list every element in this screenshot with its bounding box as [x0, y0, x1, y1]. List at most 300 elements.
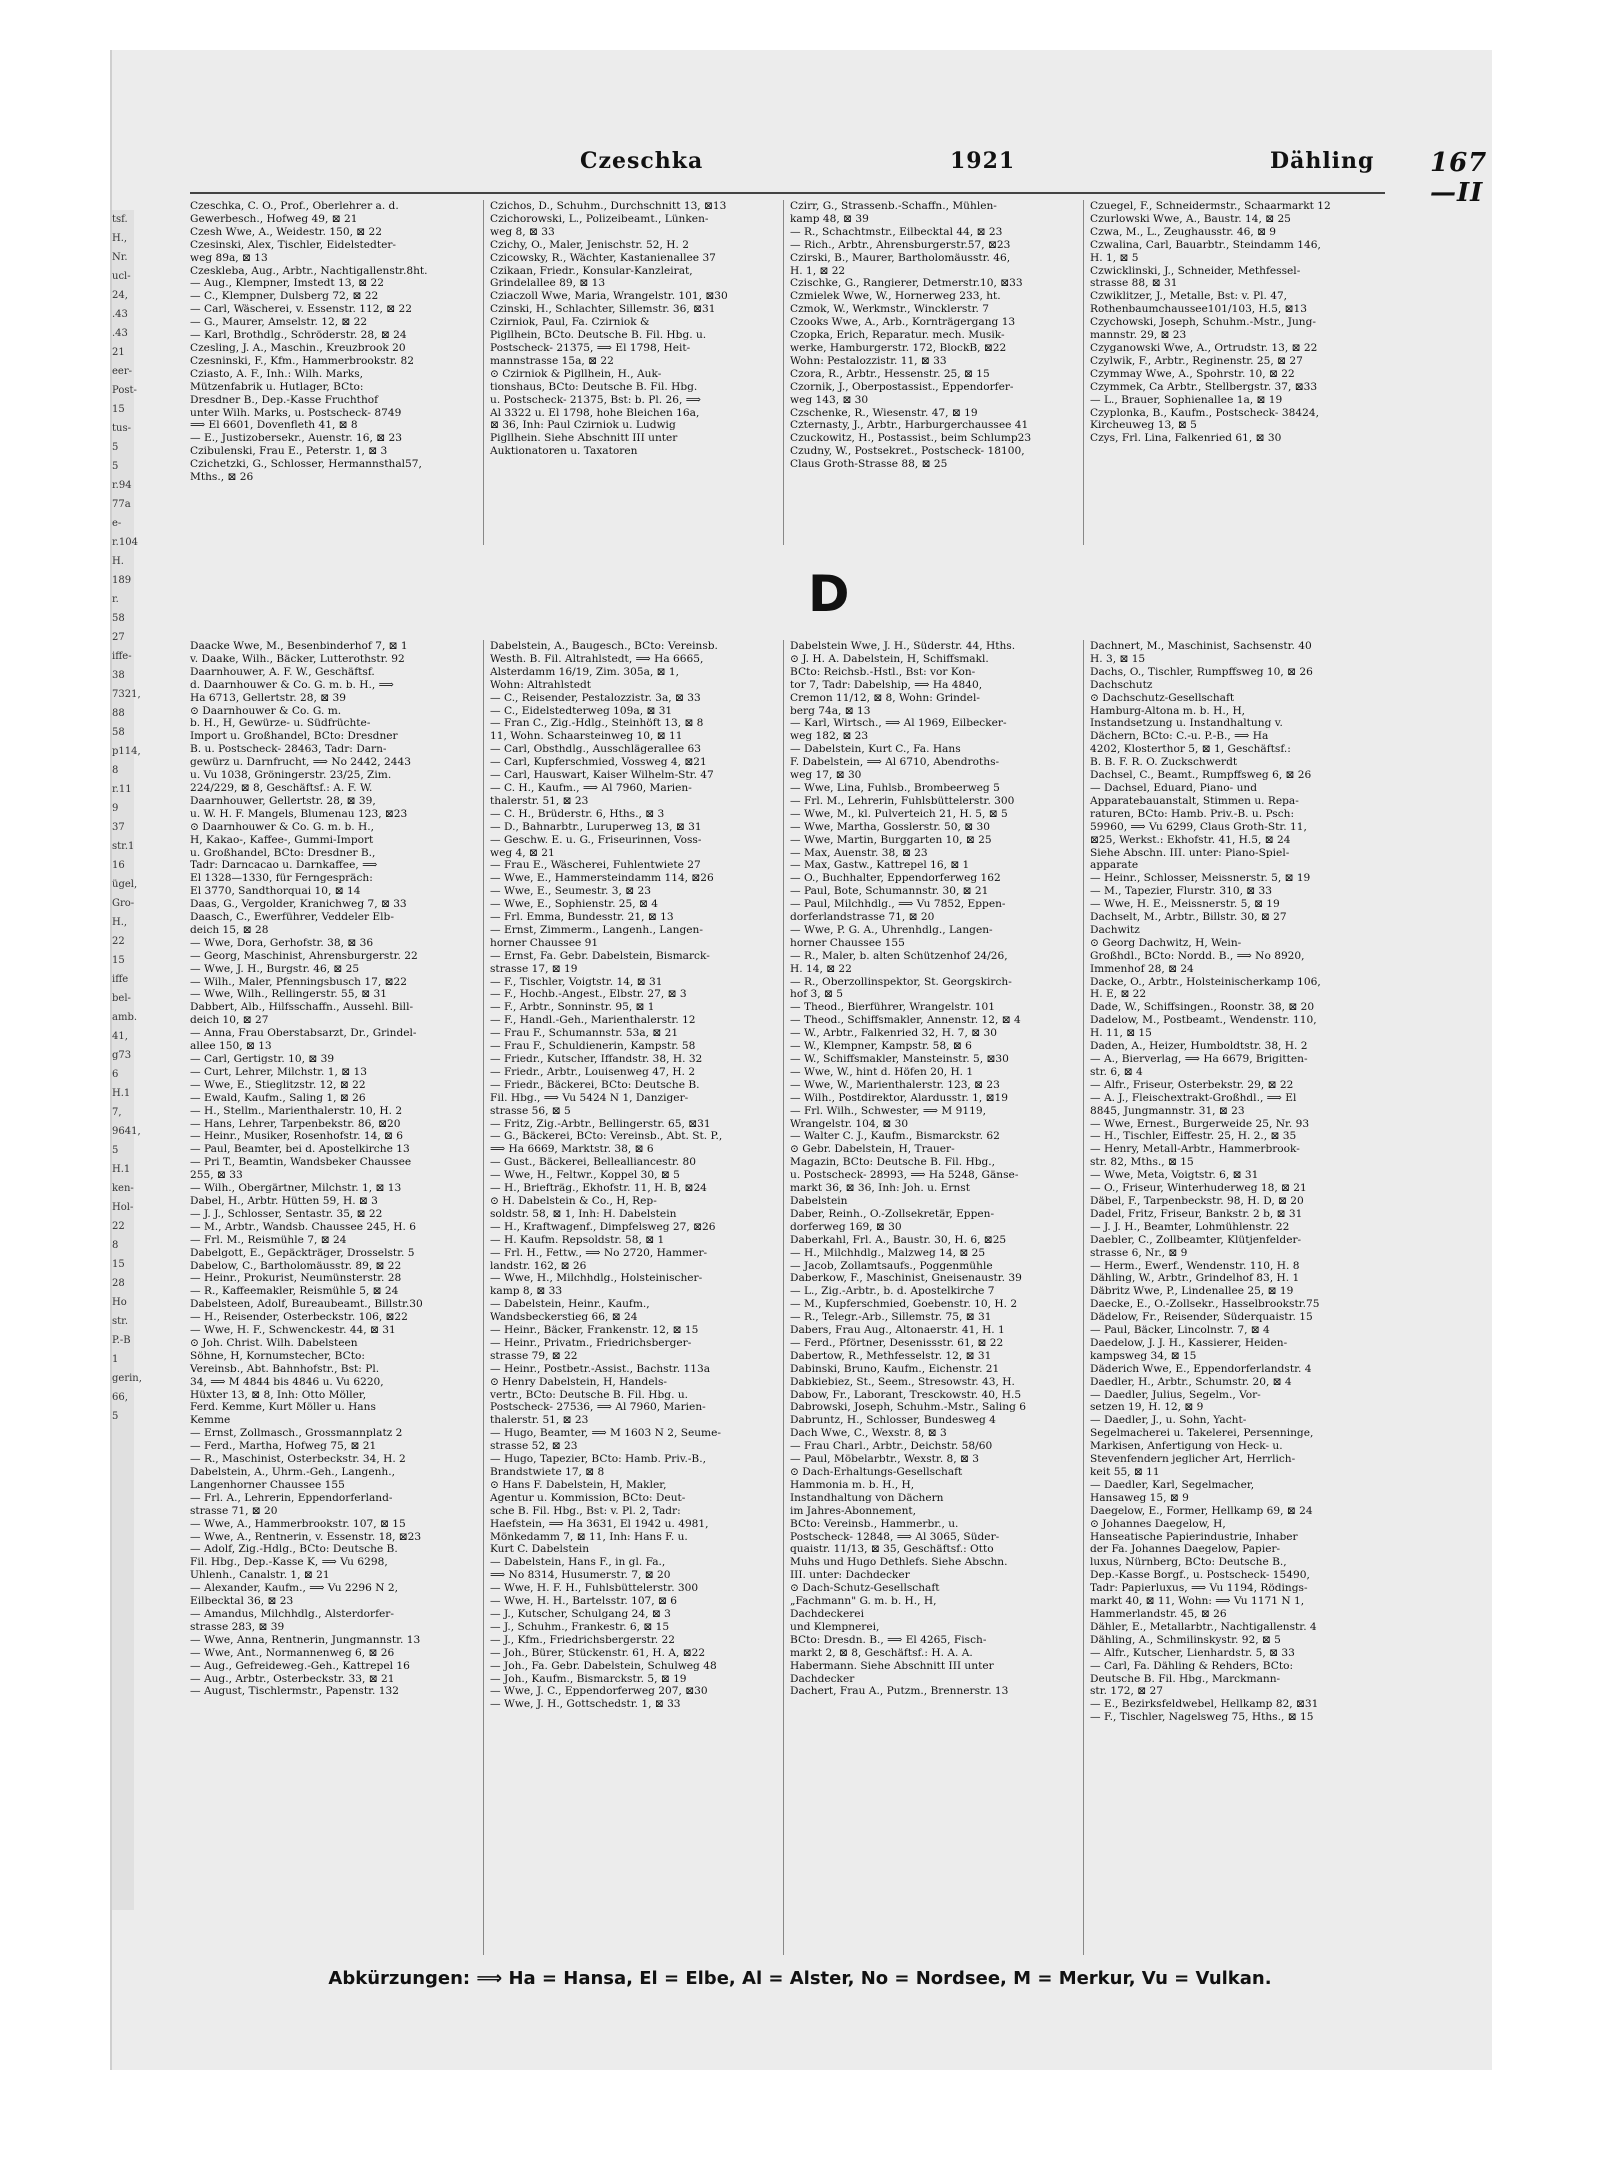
directory-entry-line: Dadelow, M., Postbeamt., Wendenstr. 110, — [1090, 1014, 1317, 1027]
bottom-column-3 — [790, 640, 1075, 1955]
directory-entry-line: H, Kakao-, Kaffee-, Gummi-Import — [190, 833, 374, 846]
directory-entry-line: ⊙ Georg Dachwitz, H, Wein- — [1090, 936, 1242, 949]
directory-entry-line: Wohn: Altrahlstedt — [490, 678, 592, 691]
directory-entry-line: Czesh Wwe, A., Weidestr. 150, ⊠ 22 — [190, 225, 383, 238]
directory-entry-line: ⊙ Gebr. Dabelstein, H, Trauer- — [790, 1143, 955, 1156]
directory-entry-line: — J., Kfm., Friedrichsbergerstr. 22 — [490, 1633, 676, 1646]
directory-entry-line: — F., Tischler, Voigtstr. 14, ⊠ 31 — [490, 975, 663, 988]
directory-entry-line: Czesninski, F., Kfm., Hammerbrookstr. 82 — [190, 354, 414, 367]
directory-entry-line: — O., Friseur, Winterhuderweg 18, ⊠ 21 — [1090, 1182, 1307, 1195]
directory-entry-line: Dähling, A., Schmilinskystr. 92, ⊠ 5 — [1090, 1633, 1281, 1646]
directory-entry-line: strasse 56, ⊠ 5 — [490, 1104, 571, 1117]
directory-entry-line: Siehe Abschn. III. unter: Piano-Spiel- — [1090, 846, 1290, 859]
directory-entry-line: — Daedler, J., u. Sohn, Yacht- — [1090, 1414, 1247, 1427]
directory-entry-line: — Wwe, Ant., Normannenweg 6, ⊠ 26 — [190, 1646, 395, 1659]
directory-entry-line: Czyplonka, B., Kaufm., Postscheck- 38424, — [1090, 406, 1319, 419]
gutter-fragment: amb. — [112, 1012, 138, 1023]
directory-entry-line: — C., Reisender, Pestalozzistr. 3a, ⊠ 33 — [490, 691, 701, 704]
directory-entry-line: B. u. Postscheck- 28463, Tadr: Darn- — [190, 743, 387, 756]
directory-entry-line: — Hugo, Tapezier, BCto: Hamb. Priv.-B., — [490, 1453, 706, 1466]
directory-entry-line: ⊙ Daarnhouwer & Co. G. m. — [190, 704, 342, 717]
directory-entry-line: — Wwe, E., Sophienstr. 25, ⊠ 4 — [490, 898, 659, 911]
directory-entry-line: — Henry, Metall-Arbtr., Hammerbrook- — [1090, 1143, 1300, 1156]
directory-entry-line: Czudny, W., Postsekret., Postscheck- 18100, — [790, 445, 1025, 458]
directory-entry-line: Grindelallee 89, ⊠ 13 — [490, 277, 606, 290]
directory-entry-line: Czyganowski Wwe, A., Ortrudstr. 13, ⊠ 22 — [1090, 341, 1318, 354]
directory-entry-line: F. Dabelstein, ⟹ Al 6710, Abendroths- — [790, 756, 1000, 769]
directory-entry-line: soldstr. 58, ⊠ 1, Inh: H. Dabelstein — [490, 1207, 677, 1220]
directory-entry-line: strasse 283, ⊠ 39 — [190, 1620, 285, 1633]
column-divider — [1083, 200, 1084, 545]
directory-entry-line: Mönkedamm 7, ⊠ 11, Inh: Hans F. u. — [490, 1530, 688, 1543]
directory-entry-line: ⊙ Czirniok & Pigllhein, H., Auk- — [490, 367, 662, 380]
directory-entry-line: Czirski, B., Maurer, Bartholomäusstr. 46, — [790, 251, 1011, 264]
directory-entry-line: Dabelstein Wwe, J. H., Süderstr. 44, Hths. — [790, 640, 1016, 652]
directory-entry-line: — Wwe, Lina, Fuhlsb., Brombeerweg 5 — [790, 781, 1000, 794]
directory-entry-line: Czikaan, Friedr., Konsular-Kanzleirat, — [490, 264, 693, 277]
directory-entry-line: — Alexander, Kaufm., ⟹ Vu 2296 N 2, — [190, 1582, 398, 1595]
directory-entry-line: — Wwe, Wilh., Rellingerstr. 55, ⊠ 31 — [190, 988, 387, 1001]
directory-entry-line: BCto: Reichsb.-Hstl., Bst: vor Kon- — [790, 665, 976, 678]
directory-entry-line: Großhdl., BCto: Nordd. B., ⟹ No 8920, — [1090, 949, 1305, 962]
directory-entry-line: — Ferd., Martha, Hofweg 75, ⊠ 21 — [190, 1440, 377, 1453]
directory-entry-line: — F., Arbtr., Sonninstr. 95, ⊠ 1 — [490, 1001, 655, 1014]
directory-entry-line: ⟹ El 6601, Dovenfleth 41, ⊠ 8 — [190, 419, 358, 432]
top-column-4 — [1090, 200, 1375, 545]
gutter-fragment: .43 — [112, 328, 128, 339]
directory-entry-line: Czichy, O., Maler, Jenischstr. 52, H. 2 — [490, 238, 689, 251]
directory-entry-line: Ha 6713, Gellertstr. 28, ⊠ 39 — [190, 691, 346, 704]
gutter-fragment: str.1 — [112, 841, 135, 852]
directory-entry-line: Al 3322 u. El 1798, hohe Bleichen 16a, — [490, 406, 700, 419]
directory-entry-line: — Heinr., Musiker, Rosenhofstr. 14, ⊠ 6 — [190, 1130, 404, 1143]
directory-entry-line: 255, ⊠ 33 — [190, 1169, 243, 1182]
directory-entry-line: — Wwe, P. G. A., Uhrenhdlg., Langen- — [790, 923, 993, 936]
gutter-fragment: 58 — [112, 727, 125, 738]
directory-entry-line: H. 1, ⊠ 22 — [790, 264, 846, 277]
directory-entry-line: Hamburg-Altona m. b. H., H, — [1090, 704, 1246, 717]
directory-entry-line: — Carl, Kupferschmied, Vossweg 4, ⊠21 — [490, 756, 707, 769]
directory-entry-line: Dachschutz — [1090, 678, 1153, 691]
directory-entry-line: Dähler, E., Metallarbtr., Nachtigallenstr. 4 — [1090, 1620, 1317, 1633]
gutter-fragment: 15 — [112, 1259, 125, 1270]
directory-entry-line: gewürz u. Darnfrucht, ⟹ No 2442, 2443 — [190, 756, 411, 769]
directory-entry-line: — F., Handl.-Geh., Marienthalerstr. 12 — [490, 1014, 696, 1027]
directory-entry-line: Wrangelstr. 104, ⊠ 30 — [790, 1117, 909, 1130]
gutter-fragment: H. — [112, 556, 124, 567]
directory-entry-line: ⊙ Henry Dabelstein, H, Handels- — [490, 1375, 667, 1388]
directory-entry-line: — Frau F., Schuldienerin, Kampstr. 58 — [490, 1040, 696, 1053]
directory-entry-line: — Wwe, H. F. H., Fuhlsbüttelerstr. 300 — [490, 1582, 699, 1595]
directory-entry-line: — Frl. A., Lehrerin, Eppendorferland- — [190, 1491, 393, 1504]
directory-entry-line: — D., Bahnarbtr., Luruperweg 13, ⊠ 31 — [490, 820, 702, 833]
directory-entry-line: ⊙ Hans F. Dabelstein, H, Makler, — [490, 1478, 667, 1491]
directory-entry-line: Daberkahl, Frl. A., Baustr. 30, H. 6, ⊠25 — [790, 1233, 1007, 1246]
directory-entry-line: Dabinski, Bruno, Kaufm., Eichenstr. 21 — [790, 1362, 1000, 1375]
directory-entry-line: — Friedr., Kutscher, Iffandstr. 38, H. 32 — [490, 1053, 703, 1065]
directory-entry-line: ⊙ Dachschutz-Gesellschaft — [1090, 691, 1235, 704]
directory-entry-line: 11, Wohn. Schaarsteinweg 10, ⊠ 11 — [490, 730, 683, 743]
directory-entry-line: Muhs und Hugo Dethlefs. Siehe Abschn. — [790, 1556, 1008, 1569]
directory-entry-line: Fil. Hbg., ⟹ Vu 5424 N 1, Danziger- — [490, 1091, 689, 1104]
gutter-fragment: 37 — [112, 822, 125, 833]
directory-entry-line: — H., Milchhdlg., Malzweg 14, ⊠ 25 — [790, 1246, 986, 1259]
directory-entry-line: Rothenbaumchaussee101/103, H.5, ⊠13 — [1090, 303, 1307, 316]
directory-entry-line: Langenhorner Chaussee 155 — [190, 1478, 345, 1491]
directory-entry-line: — Theod., Schiffsmakler, Annenstr. 12, ⊠ 4 — [790, 1014, 1021, 1027]
directory-entry-line: str. 172, ⊠ 27 — [1090, 1685, 1164, 1698]
directory-entry-line: — Wwe, J. H., Gottschedstr. 1, ⊠ 33 — [490, 1698, 681, 1711]
directory-entry-line: Pigllhein. Siehe Abschnitt III unter — [490, 432, 678, 445]
directory-entry-line: ⊙ Daarnhouwer & Co. G. m. b. H., — [190, 820, 374, 833]
directory-entry-line: Instandhaltung von Dächern — [790, 1491, 944, 1504]
directory-entry-line: Dachs, O., Tischler, Rumpffsweg 10, ⊠ 26 — [1090, 665, 1313, 678]
directory-entry-line: ⊙ Dach-Schutz-Gesellschaft — [790, 1582, 940, 1595]
directory-entry-line: Postscheck- 27536, ⟹ Al 7960, Marien- — [490, 1401, 706, 1414]
directory-entry-line: — Frau F., Schumannstr. 53a, ⊠ 21 — [490, 1027, 679, 1040]
directory-entry-line: Czesling, J. A., Maschin., Kreuzbrook 20 — [190, 341, 406, 354]
directory-entry-line: Gewerbesch., Hofweg 49, ⊠ 21 — [190, 212, 358, 225]
gutter-fragment: 5 — [112, 1411, 119, 1422]
gutter-fragment: 66, — [112, 1392, 128, 1403]
gutter-fragment: str. — [112, 1316, 129, 1327]
gutter-fragment: g73 — [112, 1050, 132, 1061]
directory-entry-line: Kurt C. Dabelstein — [490, 1543, 590, 1556]
header-year: 1921 — [950, 148, 1016, 174]
directory-entry-line: Czora, R., Arbtr., Hessenstr. 25, ⊠ 15 — [790, 367, 990, 380]
directory-entry-line: Dachsel, C., Beamt., Rumpffsweg 6, ⊠ 26 — [1090, 769, 1312, 782]
directory-entry-line: — R., Schachtmstr., Eilbecktal 44, ⊠ 23 — [790, 225, 1003, 238]
directory-entry-line: — Wwe, Anna, Rentnerin, Jungmannstr. 13 — [190, 1633, 421, 1646]
gutter-fragment: H.1 — [112, 1164, 131, 1175]
directory-entry-line: markt 36, ⊠ 36, Inh: Joh. u. Ernst — [790, 1182, 970, 1195]
directory-entry-line: — Wilh., Maler, Pfenningsbusch 17, ⊠22 — [190, 975, 407, 988]
gutter-fragment: e- — [112, 518, 122, 529]
gutter-fragment: 5 — [112, 1145, 119, 1156]
directory-entry-line: H. E, ⊠ 22 — [1090, 988, 1147, 1001]
directory-entry-line: Dähling, W., Arbtr., Grindelhof 83, H. 1 — [1090, 1272, 1300, 1285]
gutter-fragment: 22 — [112, 936, 125, 947]
directory-entry-line: strasse 52, ⊠ 23 — [490, 1440, 578, 1453]
directory-entry-line: — Wwe, Meta, Voigtstr. 6, ⊠ 31 — [1090, 1169, 1259, 1182]
gutter-fragment: ken- — [112, 1183, 134, 1194]
directory-entry-line: Czmielek Wwe, W., Hornerweg 233, ht. — [790, 290, 1001, 303]
directory-entry-line: — Frau E., Wäscherei, Fuhlentwiete 27 — [490, 859, 701, 872]
directory-entry-line: BCto: Dresdn. B., ⟹ El 4265, Fisch- — [790, 1633, 987, 1646]
directory-entry-line: — R., Telegr.-Arb., Sillemstr. 75, ⊠ 31 — [790, 1311, 992, 1324]
directory-entry-line: — Jacob, Zollamtsaufs., Poggenmühle — [790, 1259, 993, 1272]
directory-entry-line: — Frl. H., Fettw., ⟹ No 2720, Hammer- — [490, 1246, 708, 1259]
top-section — [190, 200, 1385, 545]
gutter-fragment: 77a — [112, 499, 131, 510]
directory-entry-line: Daecke, E., O.-Zollsekr., Hasselbrookstr.75 — [1090, 1298, 1320, 1311]
directory-entry-line: Czuckowitz, H., Postassist., beim Schlump23 — [790, 432, 1032, 445]
directory-entry-line: Daarnhouwer, A. F. W., Geschäftsf. — [190, 665, 375, 678]
directory-entry-line: mannstr. 29, ⊠ 23 — [1090, 329, 1187, 342]
directory-entry-line: Daas, G., Vergolder, Kranichweg 7, ⊠ 33 — [190, 898, 407, 911]
directory-entry-line: weg 89a, ⊠ 13 — [190, 251, 268, 264]
directory-entry-line: Postscheck- 12848, ⟹ Al 3065, Süder- — [790, 1530, 1000, 1543]
directory-entry-line: tor 7, Tadr: Dabelship, ⟹ Ha 4840, — [790, 678, 983, 691]
directory-entry-line: weg 182, ⊠ 23 — [790, 730, 869, 743]
gutter-fragment: 9641, — [112, 1126, 141, 1137]
directory-entry-line: Daarnhouwer, Gellertstr. 28, ⊠ 39, — [190, 794, 376, 807]
directory-entry-line: Eilbecktal 36, ⊠ 23 — [190, 1595, 294, 1608]
directory-entry-line: Hansaweg 15, ⊠ 9 — [1090, 1491, 1189, 1504]
directory-entry-line: — Wwe, Dora, Gerhofstr. 38, ⊠ 36 — [190, 936, 374, 949]
directory-entry-line: deich 10, ⊠ 27 — [190, 1014, 269, 1027]
directory-entry-line: — Theod., Bierführer, Wrangelstr. 101 — [790, 1001, 996, 1014]
column-divider — [483, 640, 484, 1955]
directory-entry-line: H. 1, ⊠ 5 — [1090, 251, 1139, 264]
directory-entry-line: — Max, Gastw., Kattrepel 16, ⊠ 1 — [790, 859, 970, 872]
directory-entry-line: — C. H., Kaufm., ⟹ Al 7960, Marien- — [490, 781, 692, 794]
directory-entry-line: Segelmacherei u. Takelerei, Persenninge, — [1090, 1427, 1314, 1440]
directory-entry-line: Cremon 11/12, ⊠ 8, Wohn: Grindel- — [790, 691, 980, 704]
directory-entry-line: Markisen, Anfertigung von Heck- u. — [1090, 1440, 1283, 1453]
gutter-fragment: 189 — [112, 575, 132, 586]
directory-entry-line: — Carl, Fa. Dähling & Rehders, BCto: — [1090, 1659, 1294, 1672]
directory-entry-line: vertr., BCto: Deutsche B. Fil. Hbg. u. — [490, 1388, 689, 1401]
directory-entry-line: — Aug., Klempner, Imstedt 13, ⊠ 22 — [190, 277, 384, 290]
directory-entry-line: — Wwe, W., Marienthalerstr. 123, ⊠ 23 — [790, 1078, 1000, 1091]
directory-entry-line: weg 143, ⊠ 30 — [790, 393, 869, 406]
directory-entry-line: — Karl, Brothdlg., Schröderstr. 28, ⊠ 24 — [190, 329, 407, 342]
directory-entry-line: — R., Maler, b. alten Schützenhof 24/26, — [790, 949, 1008, 962]
directory-entry-line: — H., Briefträg., Ekhofstr. 11, H. B, ⊠24 — [490, 1182, 707, 1195]
gutter-fragment: 5 — [112, 461, 119, 472]
directory-entry-line: — Wwe, Martha, Gosslerstr. 50, ⊠ 30 — [790, 820, 990, 833]
directory-entry-line: — Geschw. E. u. G., Friseurinnen, Voss- — [490, 833, 702, 846]
directory-entry-line: Czirr, G., Strassenb.-Schaffn., Mühlen- — [790, 200, 997, 212]
directory-entry-line: — Wwe, H. E., Meissnerstr. 5, ⊠ 19 — [1090, 898, 1280, 911]
directory-entry-line: — Daedler, Julius, Segelm., Vor- — [1090, 1388, 1261, 1401]
directory-entry-line: — Ferd., Pförtner, Desenissstr. 61, ⊠ 22 — [790, 1336, 1004, 1349]
gutter-fragment: Ho — [112, 1297, 127, 1308]
directory-entry-line: ⊙ J. H. A. Dabelstein, H, Schiffsmakl. — [790, 652, 989, 665]
directory-entry-line: strasse 6, Nr., ⊠ 9 — [1090, 1246, 1188, 1259]
directory-entry-line: — J., Schuhm., Frankestr. 6, ⊠ 15 — [490, 1620, 670, 1633]
directory-entry-line: — M., Arbtr., Wandsb. Chaussee 245, H. 6 — [190, 1220, 417, 1233]
directory-entry-line: Dabelstein, A., Uhrm.-Geh., Langenh., — [190, 1466, 395, 1478]
directory-entry-line: — G., Maurer, Amselstr. 12, ⊠ 22 — [190, 316, 368, 329]
directory-entry-line: — Ernst, Fa. Gebr. Dabelstein, Bismarck- — [490, 949, 710, 962]
directory-entry-line: BCto: Vereinsb., Hammerbr., u. — [790, 1517, 959, 1530]
directory-entry-line: — Wwe, M., kl. Pulverteich 21, H. 5, ⊠ 5 — [790, 807, 1008, 820]
directory-entry-line: Czymmay Wwe, A., Spohrstr. 10, ⊠ 22 — [1090, 367, 1295, 380]
directory-entry-line: — Wwe, A., Rentnerin, v. Essenstr. 18, ⊠23 — [190, 1530, 422, 1543]
gutter-fragment: Gro- — [112, 898, 135, 909]
directory-entry-line: — Frl. M., Lehrerin, Fuhlsbüttelerstr. 300 — [790, 794, 1015, 807]
directory-entry-line: Kircheuweg 13, ⊠ 5 — [1090, 419, 1197, 432]
directory-entry-line: — O., Buchhalter, Eppendorferweg 162 — [790, 872, 1001, 885]
directory-entry-line: kamp 48, ⊠ 39 — [790, 212, 869, 225]
directory-entry-line: Dabelow, C., Bartholomäusstr. 89, ⊠ 22 — [190, 1259, 402, 1272]
directory-entry-line: — Heinr., Bäcker, Frankenstr. 12, ⊠ 15 — [490, 1324, 699, 1337]
directory-entry-line: ⊙ H. Dabelstein & Co., H, Rep- — [490, 1194, 657, 1207]
directory-entry-line: hof 3, ⊠ 5 — [790, 988, 843, 1001]
gutter-fragment: r. — [112, 594, 119, 605]
directory-entry-line: — R., Maschinist, Osterbeckstr. 34, H. 2 — [190, 1453, 406, 1466]
gutter-fragment: 22 — [112, 1221, 125, 1232]
directory-entry-line: horner Chaussee 155 — [790, 936, 905, 949]
directory-entry-line: — Hans, Lehrer, Tarpenbekstr. 86, ⊠20 — [190, 1117, 401, 1130]
directory-entry-line: ⟹ No 8314, Husumerstr. 7, ⊠ 20 — [490, 1569, 671, 1582]
directory-entry-line: Tadr: Papierluxus, ⟹ Vu 1194, Rödings- — [1090, 1582, 1308, 1595]
directory-entry-line: Czichos, D., Schuhm., Durchschnitt 13, ⊠13 — [490, 200, 727, 212]
directory-entry-line: u. Postscheck- 21375, Bst: b. Pl. 26, ⟹ — [490, 393, 701, 406]
directory-entry-line: Czurlowski Wwe, A., Baustr. 14, ⊠ 25 — [1090, 212, 1291, 225]
directory-entry-line: Dabow, Fr., Laborant, Tresckowstr. 40, H.5 — [790, 1388, 1022, 1401]
gutter-fragment: 21 — [112, 347, 125, 358]
directory-entry-line: Czternasty, J., Arbtr., Harburgerchaussee 41 — [790, 419, 1029, 432]
directory-entry-line: — Wwe, E., Seumestr. 3, ⊠ 23 — [490, 885, 651, 898]
gutter-fragment: 41, — [112, 1031, 128, 1042]
directory-entry-line: — Paul, Beamter, bei d. Apostelkirche 13 — [190, 1143, 410, 1156]
directory-entry-line: H. 3, ⊠ 15 — [1090, 652, 1146, 665]
directory-entry-line: — Carl, Hauswart, Kaiser Wilhelm-Str. 47 — [490, 769, 714, 782]
section-letter: D — [808, 565, 850, 623]
directory-entry-line: Däbritz Wwe, P., Lindenallee 25, ⊠ 19 — [1090, 1285, 1294, 1298]
directory-entry-line: — Wwe, A., Hammerbrookstr. 107, ⊠ 15 — [190, 1517, 406, 1530]
directory-entry-line: Daasch, C., Ewerführer, Veddeler Elb- — [190, 911, 394, 924]
directory-entry-line: Dachwitz — [1090, 923, 1140, 936]
directory-entry-line: Czys, Frl. Lina, Falkenried 61, ⊠ 30 — [1090, 432, 1282, 445]
directory-entry-line: 4202, Klosterthor 5, ⊠ 1, Geschäftsf.: — [1090, 743, 1291, 756]
directory-entry-line: — Wilh., Postdirektor, Alardusstr. 1, ⊠19 — [790, 1091, 1008, 1104]
directory-entry-line: kampsweg 34, ⊠ 15 — [1090, 1349, 1197, 1362]
directory-entry-line: — E., Bezirksfeldwebel, Hellkamp 82, ⊠31 — [1090, 1698, 1319, 1711]
directory-entry-line: Czeschka, C. O., Prof., Oberlehrer a. d. — [190, 200, 399, 212]
directory-entry-line: — Frl. Wilh., Schwester, ⟹ M 9119, — [790, 1104, 986, 1117]
directory-entry-line: — Frau Charl., Arbtr., Deichstr. 58/60 — [790, 1440, 993, 1453]
directory-entry-line: d. Daarnhouwer & Co. G. m. b. H., ⟹ — [190, 678, 394, 691]
directory-entry-line: Haefstein, ⟹ Ha 3631, El 1942 u. 4981, — [490, 1517, 709, 1530]
directory-entry-line: — R., Kaffeemakler, Reismühle 5, ⊠ 24 — [190, 1285, 399, 1298]
directory-entry-line: Czicowsky, R., Wächter, Kastanienallee 37 — [490, 251, 716, 264]
directory-entry-line: berg 74a, ⊠ 13 — [790, 704, 871, 717]
directory-entry-line: Mths., ⊠ 26 — [190, 471, 254, 484]
directory-entry-line: B. B. F. R. O. Zuckschwerdt — [1090, 756, 1238, 769]
directory-entry-line: — A. J., Fleischextrakt-Großhdl., ⟹ El — [1090, 1091, 1297, 1104]
directory-entry-line: — Wwe, E., Stieglitzstr. 12, ⊠ 22 — [190, 1078, 366, 1091]
directory-entry-line: — Frl. M., Reismühle 7, ⊠ 24 — [190, 1233, 347, 1246]
header-rule — [190, 192, 1385, 194]
directory-entry-line: — Gust., Bäckerei, Bellealliancestr. 80 — [490, 1156, 696, 1169]
gutter-fragment: 1 — [112, 1354, 119, 1365]
gutter-fragment: 8 — [112, 1240, 119, 1251]
directory-entry-line: setzen 19, H. 12, ⊠ 9 — [1090, 1401, 1204, 1414]
directory-entry-line: str. 6, ⊠ 4 — [1090, 1065, 1143, 1078]
directory-entry-line: — Pri T., Beamtin, Wandsbeker Chaussee — [190, 1156, 412, 1169]
gutter-fragment: 7321, — [112, 689, 141, 700]
directory-entry-line: Mützenfabrik u. Hutlager, BCto: — [190, 380, 364, 393]
directory-entry-line: — Hugo, Beamter, ⟹ M 1603 N 2, Seume- — [490, 1427, 721, 1440]
directory-entry-line: — Wwe, Ernest., Burgerweide 25, Nr. 93 — [1090, 1117, 1310, 1130]
page-number: 167—II — [1430, 148, 1488, 208]
directory-entry-line: — Wilh., Obergärtner, Milchstr. 1, ⊠ 13 — [190, 1182, 402, 1195]
gutter-fragment: 6 — [112, 1069, 119, 1080]
directory-entry-line: b. H., H, Gewürze- u. Südfrüchte- — [190, 717, 371, 730]
directory-entry-line: sche B. Fil. Hbg., Bst: v. Pl. 2, Tadr: — [490, 1504, 681, 1517]
directory-entry-line: — Paul, Möbelarbtr., Wexstr. 8, ⊠ 3 — [790, 1453, 980, 1466]
directory-entry-line: — F., Tischler, Nagelsweg 75, Hths., ⊠ 15 — [1090, 1711, 1314, 1724]
directory-entry-line: Czirniok, Paul, Fa. Czirniok & — [490, 316, 650, 329]
directory-entry-line: — Friedr., Bäckerei, BCto: Deutsche B. — [490, 1078, 700, 1091]
directory-entry-line: Dachdecker — [790, 1672, 855, 1685]
abbreviations-footer: Abkürzungen: ⟹ Ha = Hansa, El = Elbe, Al = Alster, No = Nordsee, M = Merkur, Vu = Vulkan. — [328, 1968, 1272, 1989]
gutter-fragment: Post- — [112, 385, 137, 396]
directory-entry-line: ⊙ Dach-Erhaltungs-Gesellschaft — [790, 1466, 963, 1478]
directory-entry-line: Dabers, Frau Aug., Altonaerstr. 41, H. 1 — [790, 1324, 1005, 1337]
directory-entry-line: werke, Hamburgerstr. 172, BlockB, ⊠22 — [790, 341, 1007, 354]
directory-entry-line: u. Postscheck- 28993, ⟹ Ha 5248, Gänse- — [790, 1169, 1019, 1182]
directory-entry-line: — L., Brauer, Sophienallee 1a, ⊠ 19 — [1090, 393, 1283, 406]
directory-entry-line: Dabrowski, Joseph, Schuhm.-Mstr., Saling 6 — [790, 1401, 1027, 1414]
directory-entry-line: — Alfr., Kutscher, Lienhardstr. 5, ⊠ 33 — [1090, 1646, 1295, 1659]
directory-entry-line: — W., Schiffsmakler, Mansteinstr. 5, ⊠30 — [790, 1053, 1009, 1065]
directory-entry-line: H. 11, ⊠ 15 — [1090, 1027, 1152, 1040]
directory-entry-line: Czwalina, Carl, Bauarbtr., Steindamm 146, — [1090, 238, 1321, 251]
directory-entry-line: keit 55, ⊠ 11 — [1090, 1466, 1160, 1478]
directory-entry-line: — Anna, Frau Oberstabsarzt, Dr., Grindel- — [190, 1027, 417, 1040]
directory-entry-line: — Heinr., Postbetr.-Assist., Bachstr. 113a — [490, 1362, 711, 1375]
directory-entry-line: — G., Bäckerei, BCto: Vereinsb., Abt. St. P., — [490, 1130, 723, 1143]
directory-entry-line: Dadel, Fritz, Friseur, Bankstr. 2 b, ⊠ 31 — [1090, 1207, 1303, 1220]
directory-entry-line: — E., Justizobersekr., Auenstr. 16, ⊠ 23 — [190, 432, 402, 445]
directory-entry-line: — J., Kutscher, Schulgang 24, ⊠ 3 — [490, 1607, 671, 1620]
directory-entry-line: — Ernst, Zimmerm., Langenh., Langen- — [490, 923, 703, 936]
directory-entry-line: Czooks Wwe, A., Arb., Kornträgergang 13 — [790, 316, 1016, 329]
directory-entry-line: weg 4, ⊠ 21 — [490, 846, 555, 859]
directory-entry-line: — H., Reisender, Osterbeckstr. 106, ⊠22 — [190, 1311, 408, 1324]
directory-entry-line: — Ewald, Kaufm., Saling 1, ⊠ 26 — [190, 1091, 366, 1104]
directory-entry-line: — M., Kupferschmied, Goebenstr. 10, H. 2 — [790, 1298, 1018, 1311]
directory-entry-line: Claus Groth-Strasse 88, ⊠ 25 — [790, 458, 948, 471]
directory-entry-line: — Aug., Arbtr., Osterbeckstr. 33, ⊠ 21 — [190, 1672, 395, 1685]
directory-entry-line: Pigllhein, BCto. Deutsche B. Fil. Hbg. u. — [490, 329, 707, 342]
directory-entry-line: — J. J., Schlosser, Sentastr. 35, ⊠ 22 — [190, 1207, 383, 1220]
gutter-fragment: iffe- — [112, 651, 132, 662]
directory-entry-line: — Friedr., Arbtr., Louisenweg 47, H. 2 — [490, 1065, 696, 1078]
directory-entry-line: Czopka, Erich, Reparatur. mech. Musik- — [790, 329, 1005, 342]
column-divider — [1083, 640, 1084, 1955]
directory-entry-line: der Fa. Johannes Daegelow, Papier- — [1090, 1543, 1281, 1556]
directory-entry-line: El 1328—1330, für Ferngespräch: — [190, 872, 373, 885]
directory-entry-line: — Rich., Arbtr., Ahrensburgerstr.57, ⊠23 — [790, 238, 1011, 251]
header-right: Dähling — [1270, 148, 1375, 174]
directory-entry-line: Daberkow, F., Maschinist, Gneisenaustr. 39 — [790, 1272, 1022, 1285]
directory-entry-line: Dabkiebiez, St., Seem., Stresowstr. 43, H. — [790, 1375, 1015, 1388]
directory-entry-line: Kemme — [190, 1414, 231, 1427]
directory-entry-line: Hüxter 13, ⊠ 8, Inh: Otto Möller, — [190, 1388, 367, 1401]
directory-entry-line: Alsterdamm 16/19, Zim. 305a, ⊠ 1, — [490, 665, 680, 678]
directory-entry-line: thalerstr. 51, ⊠ 23 — [490, 794, 589, 807]
directory-entry-line: Dabel, H., Arbtr. Hütten 59, H. ⊠ 3 — [190, 1194, 378, 1207]
directory-entry-line: „Fachmann" G. m. b. H., H, — [790, 1595, 937, 1608]
gutter-fragment: r.11 — [112, 784, 132, 795]
directory-entry-line: — Dabelstein, Kurt C., Fa. Hans — [790, 743, 961, 756]
directory-entry-line: strasse 17, ⊠ 19 — [490, 962, 578, 975]
directory-entry-line: — W., Klempner, Kampstr. 58, ⊠ 6 — [790, 1040, 972, 1053]
directory-entry-line: Dabruntz, H., Schlosser, Bundesweg 4 — [790, 1414, 996, 1427]
directory-entry-line: ⊠ 36, Inh: Paul Czirniok u. Ludwig — [490, 419, 676, 432]
directory-entry-line: Dabelgott, E., Gepäckträger, Drosselstr. 5 — [190, 1246, 415, 1259]
directory-entry-line: Czesinski, Alex, Tischler, Eidelstedter- — [190, 238, 397, 251]
directory-entry-line: III. unter: Dachdecker — [790, 1569, 910, 1582]
directory-entry-line: El 3770, Sandthorquai 10, ⊠ 14 — [190, 885, 361, 898]
directory-entry-line: Immenhof 28, ⊠ 24 — [1090, 962, 1194, 975]
